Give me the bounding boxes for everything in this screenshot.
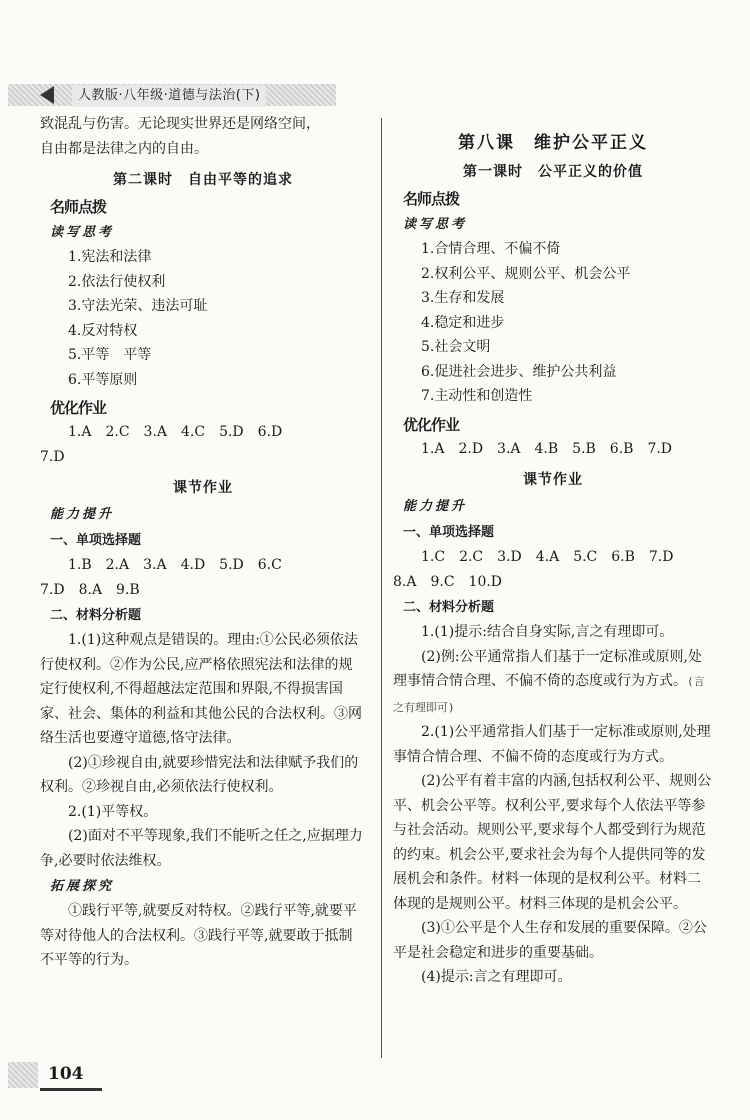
answer-line: 8.A 9.C 10.D [393, 573, 503, 590]
list-item: 5.社会文明 [421, 339, 491, 355]
question-heading: 二、材料分析题 [50, 608, 142, 623]
answer-line: 1.C 2.C 3.D 4.A 5.C 6.B 7.D [421, 549, 674, 565]
label-heading: 读写思考 [50, 225, 115, 240]
list-item: 5.平等 平等 [68, 347, 152, 363]
lesson-subtitle: 第一课时 公平正义的价值 [463, 164, 643, 180]
left-column [40, 112, 366, 973]
label-heading: 拓展探究 [50, 879, 115, 894]
triangle-left-icon [40, 86, 54, 104]
class-work-heading: 课节作业 [173, 480, 233, 496]
answer-line: 7.D 8.A 9.B [40, 581, 140, 598]
list-item: 6.平等原则 [68, 371, 138, 388]
list-item: 1.宪法和法律 [68, 249, 152, 265]
answer-text: (2)例:公平通常指人们基于一定标准或原则,处理事情合情合理、不偏不倚的态度或行为方式。 [393, 648, 702, 689]
list-item: 1.合情合理、不偏不倚 [421, 241, 561, 257]
answer-paragraph: 1.(1)提示:结合自身实际,言之有理即可。 [421, 624, 674, 640]
answer-paragraph: (2)公平有着丰富的内涵,包括权利公平、规则公平、机会公平等。权利公平,要求每个人依法平等参与社会活动。规则公平,要求每个人都受到行为规范的约束。机会公平,要求社会为每个人提供同等的发展机会和条件。材料一体现的是权利公平。材料二体现的是规则公平。材料三体现的是机会公平。 [393, 773, 712, 912]
list-item: 3.守法光荣、违法可耻 [68, 298, 208, 314]
answer-paragraph: (2)面对不平等现象,我们不能听之任之,应据理力争,必要时依法维权。 [40, 828, 363, 869]
answer-paragraph: 2.(1)公平通常指人们基于一定标准或原则,处理事情合情合理、不偏不倚的态度或行为方式。 [393, 724, 711, 765]
footer-band [8, 1062, 38, 1088]
intro-line: 自由都是法律之内的自由。 [40, 140, 208, 157]
section-heading: 名师点拨 [403, 190, 460, 208]
answer-paragraph: 1.(1)这种观点是错误的。理由:①公民必须依法行使权利。②作为公民,应严格依照宪法和法律的规定行使权利,不得超越法定范围和界限,不得损害国家、社会、集体的利益和其他公民的合法权利。③网络生活也要遵守道德,恪守法律。 [40, 632, 362, 746]
handwritten-note: (言之有理即可) [393, 675, 705, 714]
page-number: 104 [40, 1060, 102, 1091]
section-heading: 优化作业 [403, 415, 460, 434]
answer-line: 1.A 2.C 3.A 4.C 5.D 6.D [68, 424, 283, 440]
answer-paragraph: ①践行平等,就要反对特权。②践行平等,就要平等对待他人的合法权利。③践行平等,就要敢于抵制不平等的行为。 [40, 903, 357, 968]
answer-paragraph: (4)提示:言之有理即可。 [421, 969, 572, 985]
list-item: 4.反对特权 [68, 322, 138, 339]
lesson-title: 第八课 维护公平正义 [458, 133, 648, 153]
list-item: 2.依法行使权利 [68, 273, 166, 290]
column-divider [381, 118, 382, 1058]
lesson-subtitle: 第二课时 自由平等的追求 [113, 172, 293, 188]
label-heading: 能力提升 [50, 507, 115, 522]
intro-line: 致混乱与伤害。无论现实世界还是网络空间， [40, 116, 320, 132]
answer-paragraph: (2)①珍视自由,就要珍惜宪法和法律赋予我们的权利。②珍视自由,必须依法行使权利。 [40, 754, 359, 795]
list-item: 2.权利公平、规则公平、机会公平 [421, 265, 631, 282]
label-heading: 读写思考 [403, 217, 468, 232]
label-heading: 能力提升 [403, 499, 468, 514]
question-heading: 一、单项选择题 [403, 525, 495, 540]
list-item: 3.生存和发展 [421, 290, 505, 306]
list-item: 7.主动性和创造性 [421, 388, 533, 404]
question-heading: 一、单项选择题 [50, 533, 142, 548]
section-heading: 优化作业 [50, 399, 107, 417]
answer-line: 1.B 2.A 3.A 4.D 5.D 6.C [68, 557, 282, 573]
answer-line: 1.A 2.D 3.A 4.B 5.B 6.B 7.D [421, 440, 673, 457]
list-item: 4.稳定和进步 [421, 314, 505, 331]
question-heading: 二、材料分析题 [403, 600, 495, 615]
class-work-heading: 课节作业 [523, 472, 583, 488]
list-item: 6.促进社会进步、维护公共利益 [421, 363, 617, 380]
answer-paragraph [393, 645, 713, 721]
header-title: 人教版·八年级·道德与法治(下) [72, 85, 266, 107]
answer-line: 7.D [40, 448, 65, 465]
right-column [393, 112, 713, 990]
answer-paragraph: 2.(1)平等权。 [68, 803, 158, 820]
section-heading: 名师点拨 [50, 198, 107, 216]
answer-paragraph: (3)①公平是个人生存和发展的重要保障。②公平是社会稳定和进步的重要基础。 [393, 920, 707, 961]
